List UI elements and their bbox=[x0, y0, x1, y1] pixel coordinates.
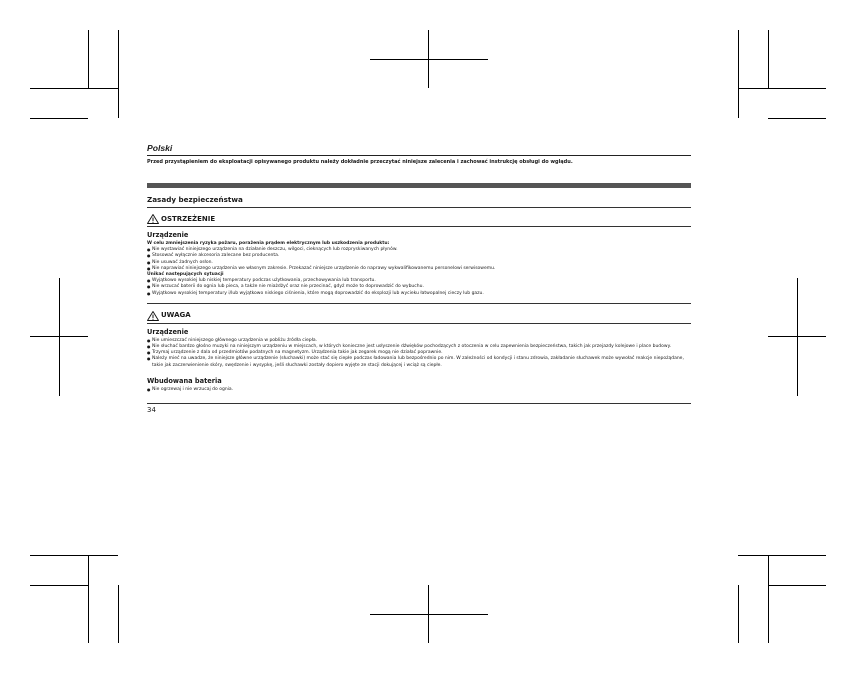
warning-heading bbox=[147, 214, 691, 224]
list-item: ● Nie słuchać bardzo głośno muzyki na niniejszym urządzeniu w miejscach, w których konieczne jest usłyszenie dźwięków pochodzących z otoczenia w celu zapewnienia bezpieczeństwa, takich jak przejazdy kolejowe i place budowy. bbox=[147, 344, 691, 350]
warning-heading-label: OSTRZEŻENIE bbox=[161, 214, 216, 223]
section-title: Zasady bezpieczeństwa bbox=[147, 195, 243, 204]
list-item: ● Nie usuwać żadnych osłon. bbox=[147, 260, 691, 266]
language-title: Polski bbox=[147, 143, 173, 153]
divider bbox=[147, 155, 691, 156]
device-subheading: Urządzenie bbox=[147, 231, 189, 239]
caution-subheading: Urządzenie bbox=[147, 327, 189, 336]
list-item: ● Wyjątkowo wysokiej temperatury i/lub wyjątkowo niskiego ciśnienia, które mogą doprowadzić do eksplozji lub wycieku łatwopalnej cieczy lub gazu. bbox=[147, 291, 691, 297]
footer-divider bbox=[147, 403, 691, 404]
thick-divider bbox=[147, 183, 691, 188]
warning-lead-1: W celu zmniejszenia ryzyka pożaru, porażenia prądem elektrycznym lub uszkodzenia produktu: bbox=[147, 241, 390, 246]
list-item: ● Nie naprawiać niniejszego urządzenia we własnym zakresie. Przekazać niniejsze urządzenie do naprawy wykwalifikowanemu personelowi serwisowemu. bbox=[147, 266, 691, 272]
warning-icon bbox=[147, 214, 159, 224]
warning-list-1 bbox=[147, 247, 691, 272]
divider bbox=[147, 323, 691, 324]
warning-lead-2: Unikać następujących sytuacji bbox=[147, 272, 224, 278]
list-item: ● Nie wrzucać baterii do ognia lub pieca, a także nie miażdżyć oraz nie przecinać, gdyż może to doprowadzić do wybuchu. bbox=[147, 284, 691, 290]
list-item: ● Nie wystawiać niniejszego urządzenia na działanie deszczu, wilgoci, cieknących lub rozpryskiwanych płynów. bbox=[147, 247, 691, 253]
list-item: ● Nie umieszczać niniejszego głównego urządzenia w pobliżu źródła ciepła. bbox=[147, 338, 691, 344]
page-number: 34 bbox=[147, 406, 156, 415]
intro-text: Przed przystąpieniem do eksploatacji opisywanego produktu należy dokładnie przeczytać niniejsze zalecenia i zachować instrukcję obsługi do wglądu. bbox=[147, 159, 573, 165]
battery-subheading: Wbudowana bateria bbox=[147, 376, 222, 385]
list-item: ● Trzymaj urządzenie z dala od przedmiotów podatnych na magnetyzm. Urządzenia takie jak zegarek mogą nie działać poprawnie. bbox=[147, 350, 691, 356]
divider bbox=[147, 226, 691, 227]
list-item: ● Stosować wyłącznie akcesoria zalecane bez producenta. bbox=[147, 253, 691, 259]
caution-list bbox=[147, 338, 691, 369]
divider bbox=[147, 303, 691, 304]
list-item: ● Nie ogrzewaj i nie wrzucaj do ognia. bbox=[147, 387, 691, 393]
list-item: ● Wyjątkowo wysokiej lub niskiej temperatury podczas użytkowania, przechowywania lub transportu. bbox=[147, 278, 691, 284]
caution-heading bbox=[147, 311, 691, 321]
caution-icon bbox=[147, 311, 159, 321]
warning-list-2 bbox=[147, 278, 691, 297]
manual-page bbox=[147, 143, 691, 414]
caution-heading-label: UWAGA bbox=[161, 311, 191, 320]
battery-list bbox=[147, 387, 691, 393]
list-item: ● Należy mieć na uwadze, że niniejsze główne urządzenie (słuchawki) może stać się ciepłe podczas ładowania lub bezpośrednio po nim. W zależności od kondycji i stanu zdrowia, zakładanie słuchawek może wywołać reakcje niepożądane, takie jak zaczerwienienie skóry, swędzenie i wysypkę, jeśli słuchawki zostały dopiero wyjęte ze stacji dokującej i wciąż są ciepłe. bbox=[147, 356, 691, 368]
divider bbox=[147, 207, 691, 208]
